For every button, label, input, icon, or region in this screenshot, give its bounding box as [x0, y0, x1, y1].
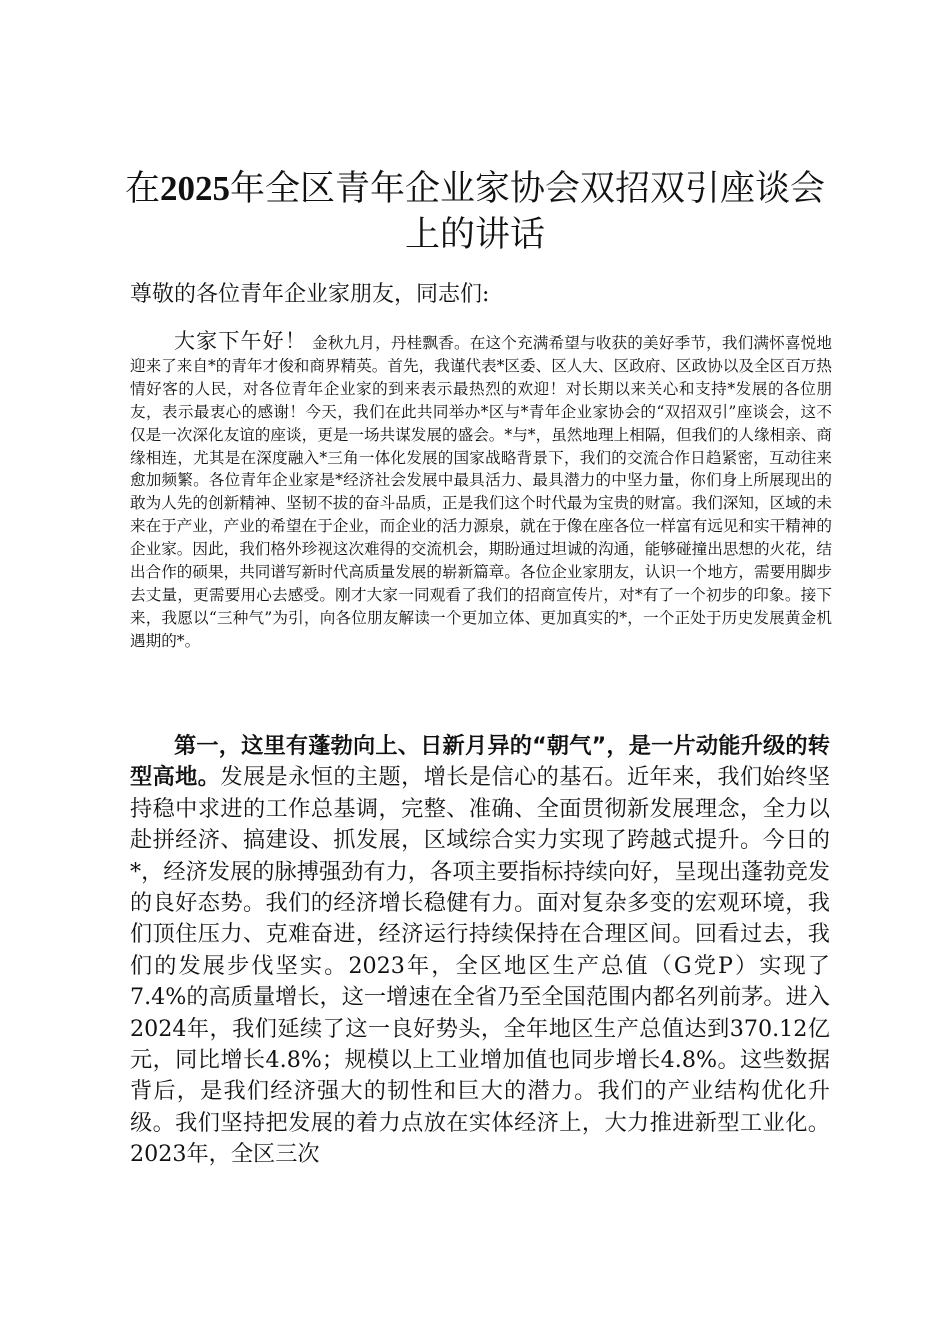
section-one-paragraph [130, 731, 830, 1171]
title-year: 2025 [160, 169, 230, 208]
document-title [110, 166, 840, 258]
intro-greeting: 大家下午好！ [174, 329, 307, 353]
title-prefix: 在 [124, 169, 160, 209]
salutation: 尊敬的各位青年企业家朋友，同志们: [130, 282, 490, 307]
section-one-body: 发展是永恒的主题，增长是信心的基石。近年来，我们始终坚持稳中求进的工作总基调，完整、准确、全面贯彻新发展理念，全力以赴拼经济、搞建设、抓发展，区域综合实力实现了跨越式提升。今日的*，经济发展的脉搏强劲有力，各项主要指标持续向好，呈现出蓬勃竞发的良好态势。我们的经济增长稳健有力。面对复杂多变的宏观环境，我们顶住压力、克难奋进，经济运行持续保持在合理区间。回看过去，我们的发展步伐坚实。2023年，全区地区生产总值（G党P）实现了7.4%的高质量增长，这一增速在全省乃至全国范围内都名列前茅。进入2024年，我们延续了这一良好势头，全年地区生产总值达到370.12亿元，同比增长4.8%；规模以上工业增加值也同步增长4.8%。这些数据背后，是我们经济强大的韧性和巨大的潜力。我们的产业结构优化升级。我们坚持把发展的着力点放在实体经济上，大力推进新型工业化。2023年，全区三次 [130, 764, 830, 1168]
title-suffix: 年全区青年企业家协会双招双引座谈会上的讲话 [230, 169, 826, 255]
section-one-heading: 第一，这里有蓬勃向上、日新月异的“朝气”，是一片动能升级的转型高地。 [130, 733, 830, 791]
intro-body: 金秋九月，丹桂飘香。在这个充满希望与收获的美好季节，我们满怀喜悦地迎来了来自*的青年才俊和商界精英。首先，我谨代表*区委、区人大、区政府、区政协以及全区百万热情好客的人民，对各位青年企业家的到来表示最热烈的欢迎！对长期以来关心和支持*发展的各位朋友，表示最衷心的感谢！今天，我们在此共同举办*区与*青年企业家协会的“双招双引”座谈会，这不仅是一次深化友谊的座谈，更是一场共谋发展的盛会。*与*，虽然地理上相隔，但我们的人缘相亲、商缘相连，尤其是在深度融入*三角一体化发展的国家战略背景下，我们的交流合作日趋紧密，互动往来愈加频繁。各位青年企业家是*经济社会发展中最具活力、最具潜力的中坚力量，你们身上所展现出的敢为人先的创新精神、坚韧不拔的奋斗品质，正是我们这个时代最为宝贵的财富。我们深知，区域的未来在于产业，产业的希望在于企业，而企业的活力源泉，就在于像在座各位一样富有远见和实干精神的企业家。因此，我们格外珍视这次难得的交流机会，期盼通过坦诚的沟通，能够碰撞出思想的火花，结出合作的硕果，共同谱写新时代高质量发展的崭新篇章。各位企业家朋友，认识一个地方，需要用脚步去丈量，更需要用心去感受。刚才大家一同观看了我们的招商宣传片，对*有了一个初步的印象。接下来，我愿以“三种气”为引，向各位朋友解读一个更加立体、更加真实的*，一个正处于历史发展黄金机遇期的*。 [130, 334, 832, 650]
intro-paragraph [130, 330, 832, 653]
